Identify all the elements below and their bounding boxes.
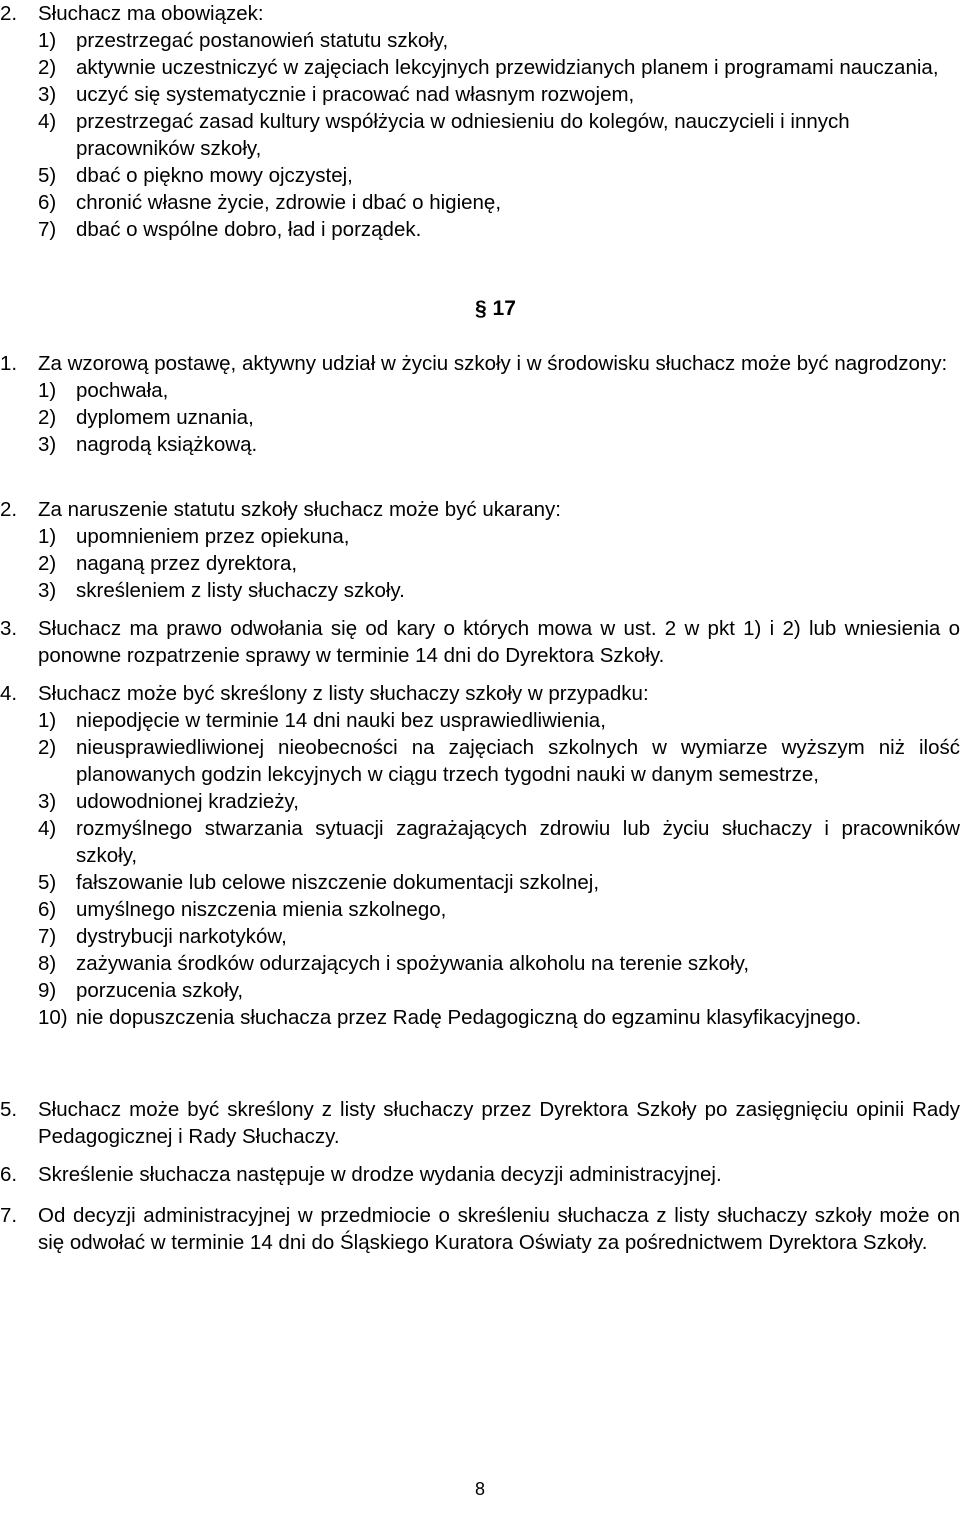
list-item bbox=[38, 81, 960, 108]
list-item bbox=[38, 550, 960, 577]
list-item bbox=[38, 431, 960, 458]
item-number: 4) bbox=[38, 110, 57, 133]
list-item bbox=[38, 54, 960, 81]
item-number: 3) bbox=[38, 790, 57, 813]
item-text: aktywnie uczestniczyć w zajęciach lekcyjnych przewidzianych planem i programami nauczania, bbox=[76, 56, 939, 79]
item-number: 3) bbox=[38, 433, 57, 456]
item-number: 1) bbox=[38, 709, 57, 732]
point-text: Słuchacz ma prawo odwołania się od kary o których mowa w ust. 2 w pkt 1) i 2) lub wniesienia o ponowne rozpatrzenie sprawy w terminie 14 dni do Dyrektora Szkoły. bbox=[38, 617, 960, 667]
point-text: Skreślenie słuchacza następuje w drodze wydania decyzji administracyjnej. bbox=[38, 1163, 722, 1186]
page-number: 8 bbox=[474, 1479, 485, 1499]
section-heading: § 17 bbox=[475, 297, 516, 320]
item-number: 6) bbox=[38, 191, 57, 214]
item-number: 3) bbox=[38, 579, 57, 602]
point-text: Za naruszenie statutu szkoły słuchacz może być ukarany: bbox=[38, 498, 561, 521]
item-text: nagrodą książkową. bbox=[76, 433, 258, 456]
item-text: naganą przez dyrektora, bbox=[76, 552, 298, 575]
paragraph-removal-appeal bbox=[0, 1202, 960, 1256]
item-number: 2) bbox=[38, 406, 57, 429]
item-text: dyplomem uznania, bbox=[76, 406, 254, 429]
item-text: udowodnionej kradzieży, bbox=[76, 790, 299, 813]
item-text: nie dopuszczenia słuchacza przez Radę Pedagogiczną do egzaminu klasyfikacyjnego. bbox=[76, 1006, 862, 1029]
paragraph-obligations bbox=[0, 0, 960, 243]
item-text: dbać o wspólne dobro, ład i porządek. bbox=[76, 218, 422, 241]
point-number: 4. bbox=[0, 682, 18, 705]
item-number: 4) bbox=[38, 817, 57, 840]
list-item bbox=[38, 869, 960, 896]
item-text: przestrzegać zasad kultury współżycia w odniesieniu do kolegów, nauczycieli i innych pracowników szkoły, bbox=[76, 110, 850, 160]
item-number: 2) bbox=[38, 552, 57, 575]
list-item bbox=[38, 815, 960, 869]
point-text: Słuchacz może być skreślony z listy słuchaczy szkoły w przypadku: bbox=[38, 682, 649, 705]
item-text: niepodjęcie w terminie 14 dni nauki bez usprawiedliwienia, bbox=[76, 709, 606, 732]
point-number: 2. bbox=[0, 2, 18, 25]
item-text: rozmyślnego stwarzania sytuacji zagrażających zdrowiu lub życiu słuchaczy i pracowników szkoły, bbox=[76, 817, 960, 867]
item-text: dystrybucji narkotyków, bbox=[76, 925, 287, 948]
point-number: 7. bbox=[0, 1204, 18, 1227]
point-number: 3. bbox=[0, 617, 18, 640]
paragraph-rewards bbox=[0, 350, 960, 458]
point-number: 2. bbox=[0, 498, 18, 521]
list-item bbox=[38, 523, 960, 550]
item-number: 8) bbox=[38, 952, 57, 975]
list-item bbox=[38, 404, 960, 431]
point-number: 6. bbox=[0, 1163, 18, 1186]
item-number: 2) bbox=[38, 736, 57, 759]
paragraph-removal-cases bbox=[0, 680, 960, 1031]
item-number: 3) bbox=[38, 83, 57, 106]
item-text: fałszowanie lub celowe niszczenie dokumentacji szkolnej, bbox=[76, 871, 600, 894]
item-number: 9) bbox=[38, 979, 57, 1002]
list-item bbox=[38, 189, 960, 216]
list-item bbox=[38, 896, 960, 923]
item-text: pochwała, bbox=[76, 379, 169, 402]
paragraph-removal-by-director bbox=[0, 1096, 960, 1150]
list-item bbox=[38, 923, 960, 950]
item-number: 7) bbox=[38, 218, 57, 241]
list-item bbox=[38, 788, 960, 815]
list-item bbox=[38, 1004, 960, 1031]
list-item bbox=[38, 216, 960, 243]
item-number: 7) bbox=[38, 925, 57, 948]
list-item bbox=[38, 734, 960, 788]
list-item bbox=[38, 108, 960, 162]
list-item bbox=[38, 577, 960, 604]
point-text: Za wzorową postawę, aktywny udział w życiu szkoły i w środowisku słuchacz może być nagrodzony: bbox=[38, 352, 948, 375]
item-text: przestrzegać postanowień statutu szkoły, bbox=[76, 29, 449, 52]
point-number: 5. bbox=[0, 1098, 18, 1121]
list-item bbox=[38, 977, 960, 1004]
point-text: Słuchacz ma obowiązek: bbox=[38, 2, 264, 25]
item-text: zażywania środków odurzających i spożywania alkoholu na terenie szkoły, bbox=[76, 952, 750, 975]
item-number: 1) bbox=[38, 525, 57, 548]
item-number: 5) bbox=[38, 871, 57, 894]
point-text: Od decyzji administracyjnej w przedmiocie o skreśleniu słuchacza z listy słuchaczy szkoły może on się odwołać w terminie 14 dni do Śląskiego Kuratora Oświaty za pośrednictwem Dyrektora Szkoły. bbox=[38, 1204, 960, 1254]
paragraph-appeal-right bbox=[0, 615, 960, 669]
item-text: chronić własne życie, zdrowie i dbać o higienę, bbox=[76, 191, 502, 214]
item-number: 2) bbox=[38, 56, 57, 79]
item-text: upomnieniem przez opiekuna, bbox=[76, 525, 350, 548]
item-text: nieusprawiedliwionej nieobecności na zajęciach szkolnych w wymiarze wyższym niż ilość planowanych godzin lekcyjnych w ciągu trzech tygodni nauki w danym semestrze, bbox=[76, 736, 960, 786]
item-text: porzucenia szkoły, bbox=[76, 979, 244, 1002]
item-number: 6) bbox=[38, 898, 57, 921]
item-number: 1) bbox=[38, 379, 57, 402]
item-number: 5) bbox=[38, 164, 57, 187]
list-item bbox=[38, 27, 960, 54]
paragraph-penalties bbox=[0, 496, 960, 604]
list-item bbox=[38, 162, 960, 189]
item-text: skreśleniem z listy słuchaczy szkoły. bbox=[76, 579, 405, 602]
item-number: 10) bbox=[38, 1006, 68, 1029]
list-item bbox=[38, 377, 960, 404]
list-item bbox=[38, 950, 960, 977]
item-text: umyślnego niszczenia mienia szkolnego, bbox=[76, 898, 447, 921]
item-text: dbać o piękno mowy ojczystej, bbox=[76, 164, 353, 187]
paragraph-removal-decision bbox=[0, 1161, 960, 1188]
item-number: 1) bbox=[38, 29, 57, 52]
point-number: 1. bbox=[0, 352, 18, 375]
item-text: uczyć się systematycznie i pracować nad własnym rozwojem, bbox=[76, 83, 635, 106]
point-text: Słuchacz może być skreślony z listy słuchaczy przez Dyrektora Szkoły po zasięgnięciu opinii Rady Pedagogicznej i Rady Słuchaczy. bbox=[38, 1098, 960, 1148]
list-item bbox=[38, 707, 960, 734]
